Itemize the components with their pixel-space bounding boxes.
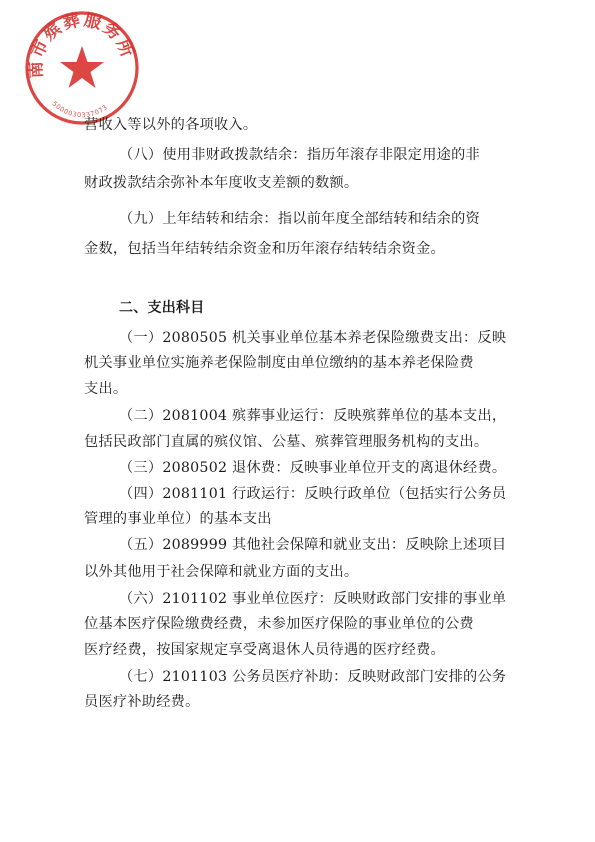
- expenditure-item-4-line1: （四）2081101 行政运行：反映行政单位（包括实行公务员: [119, 486, 507, 502]
- expenditure-item-6-line1: （六）2101102 事业单位医疗：反映财政部门安排的事业单: [119, 591, 507, 607]
- expenditure-item-6-line3: 医疗经费，按国家规定享受离退休人员待遇的医疗经费。: [84, 642, 445, 658]
- svg-text:南市殡葬服务所: 南市殡葬服务所: [26, 10, 138, 79]
- expenditure-item-5-line1: （五）2089999 其他社会保障和就业支出：反映除上述项目: [119, 537, 507, 553]
- income-item-8-line2: 财政拨款结余弥补本年度收支差额的数额。: [84, 175, 359, 191]
- expenditure-item-3-line1: （三）2080502 退休费：反映事业单位开支的离退休经费。: [119, 460, 507, 476]
- expenditure-item-2-line2: 包括民政部门直属的殡仪馆、公墓、殡葬管理服务机构的支出。: [84, 434, 489, 450]
- expenditure-item-6-line2: 位基本医疗保险缴费经费，未参加医疗保险的事业单位的公费: [84, 616, 474, 632]
- income-item-9-line1: （九）上年结转和结余：指以前年度全部结转和结余的资: [119, 211, 480, 227]
- expenditure-item-7-line2: 员医疗补助经费。: [84, 694, 200, 710]
- expenditure-item-1-line2: 机关事业单位实施养老保险制度由单位缴纳的基本养老保险费: [84, 355, 474, 371]
- income-item-9-line2: 金数，包括当年结转结余资金和历年滚存结转结余资金。: [84, 241, 445, 257]
- expenditure-item-2-line1: （二）2081004 殡葬事业运行：反映殡葬单位的基本支出，: [119, 408, 507, 424]
- expenditure-item-7-line1: （七）2101103 公务员医疗补助：反映财政部门安排的公务: [119, 669, 507, 685]
- expenditure-item-1-line3: 支出。: [84, 381, 128, 397]
- expenditure-item-4-line2: 管理的事业单位）的基本支出: [84, 511, 272, 527]
- svg-text:5000030337073: 5000030337073: [50, 99, 110, 120]
- income-item-continuation: 营收入等以外的各项收入。: [84, 117, 258, 133]
- official-seal-stamp: [22, 8, 142, 128]
- income-item-8-line1: （八）使用非财政拨款结余：指历年滚存非限定用途的非: [119, 147, 480, 163]
- expenditure-item-5-line2: 以外其他用于社会保障和就业方面的支出。: [84, 564, 359, 580]
- expenditure-item-1-line1: （一）2080505 机关事业单位基本养老保险缴费支出：反映: [119, 330, 507, 346]
- section-heading-expenditure: 二、支出科目: [119, 300, 205, 316]
